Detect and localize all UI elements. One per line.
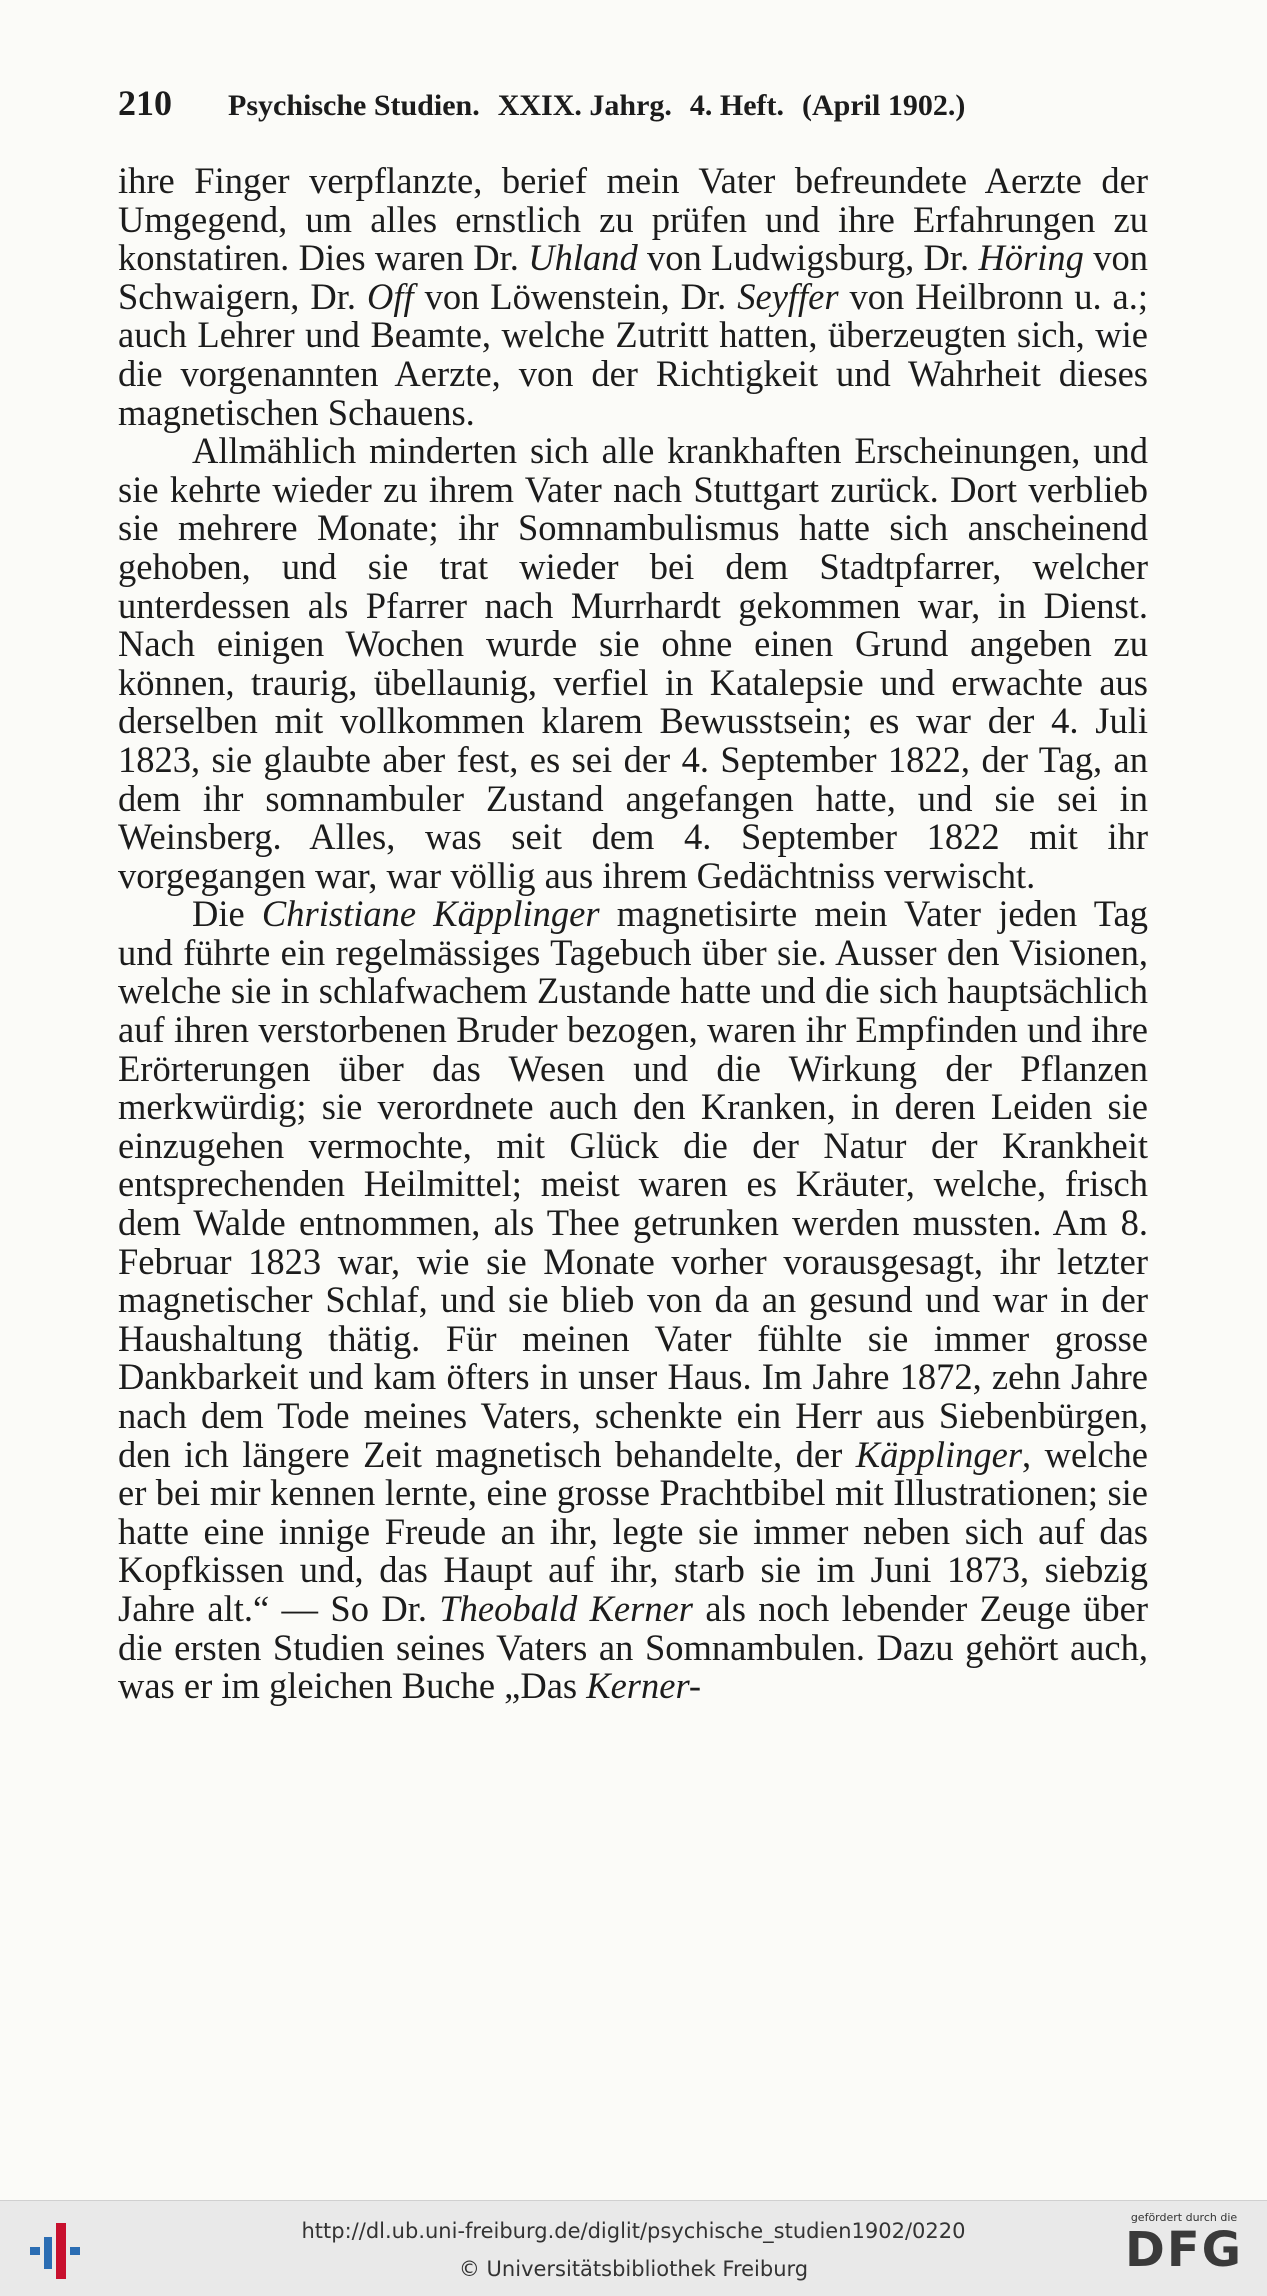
issue-label: 4. Heft. — [689, 89, 785, 122]
source-url[interactable]: http://dl.ub.uni-freiburg.de/diglit/psychische_studien1902/0220 — [301, 2219, 966, 2243]
italic-name: Kerner- — [586, 1665, 702, 1707]
italic-name: Christiane Käpplinger — [261, 893, 600, 935]
italic-name: Seyffer — [737, 275, 839, 317]
page-number: 210 — [118, 83, 172, 123]
italic-name: Käpplinger — [855, 1433, 1023, 1475]
italic-name: Höring — [978, 237, 1084, 279]
text-run: von Schwaigern, Dr. — [118, 237, 1148, 317]
paragraph-3 — [118, 895, 1148, 1705]
text-run: als noch lebender Zeuge über die ersten Studien seines Vaters an Somnambulen. Dazu gehört auch, was er im gleichen Buche „Das — [118, 1587, 1148, 1707]
body-text — [118, 162, 1148, 1706]
issue-date: (April 1902.) — [802, 89, 966, 122]
volume-label: XXIX. Jahrg. — [497, 89, 672, 122]
copyright-notice: © Universitätsbibliothek Freiburg — [458, 2257, 809, 2281]
dfg-logo — [1119, 2211, 1249, 2276]
text-run: von Ludwigsburg, Dr. — [637, 237, 979, 279]
text-run: ihre Finger verpflanzte, berief mein Vater befreundete Aerzte der Umgegend, um alles ernstlich zu prüfen und ihre Erfahrungen zu konstatiren. Dies waren Dr. — [118, 160, 1148, 279]
text-run: von Heilbronn u. a.; auch Lehrer und Beamte, welche Zutritt hatten, überzeugten sich, wie die vorgenannten Aerzte, von der Richtigkeit und Wahrheit dieses magnetischen Schauens. — [118, 275, 1148, 433]
dfg-tagline: gefördert durch die — [1130, 2211, 1238, 2224]
italic-name: Off — [366, 275, 414, 317]
running-header — [118, 82, 1158, 124]
text-run: Die — [192, 893, 262, 935]
text-run: , welche er bei mir kennen lernte, eine grosse Prachtbibel mit Illustrationen; sie hatte eine innige Freude an ihr, legte sie immer neben sich auf das Kopfkissen und, das Haupt auf ihr, starb sie im Juni 1873, siebzig Jahre alt.“ — So Dr. — [118, 1433, 1148, 1629]
paragraph-2: Allmählich minderten sich alle krankhaften Erscheinungen, und sie kehrte wieder zu ihrem Vater nach Stuttgart zurück. Dort verblieb sie mehrere Monate; ihr Somnambulismus hatte sich anscheinend gehoben, und sie trat wieder bei dem Stadtpfarrer, welcher unterdessen als Pfarrer nach Murrhardt gekommen war, in Dienst. Nach einigen Wochen wurde sie ohne einen Grund angeben zu können, traurig, übellaunig, verfiel in Katalepsie und erwachte aus derselben mit vollkommen klarem Bewusstsein; es war der 4. Juli 1823, sie glaubte aber fest, es sei der 4. September 1822, der Tag, an dem ihr somnambuler Zustand angefangen hatte, und sie sei in Weinsberg. Alles, was seit dem 4. September 1822 mit ihr vorgegangen war, war völlig aus ihrem Gedächtniss verwischt. — [118, 430, 1148, 896]
dfg-logo-text: DFG — [1124, 2222, 1244, 2278]
paragraph-1 — [118, 162, 1148, 432]
text-run: von Löwenstein, Dr. — [413, 275, 738, 317]
italic-name: Uhland — [528, 237, 638, 279]
italic-name: Theobald Kerner — [439, 1587, 693, 1629]
text-run: magnetisirte mein Vater jeden Tag und führte ein regelmässiges Tagebuch über sie. Ausser den Visionen, welche sie in schlafwachem Zustande hatte und die sich hauptsächlich auf ihren verstorbenen Bruder bezogen, waren ihr Empfinden und ihre Erörterungen über das Wesen und die Wirkung der Pflanzen merkwürdig; sie verordnete auch den Kranken, in deren Leiden sie einzugehen vermochte, mit Glück die der Natur der Krankheit entsprechenden Heilmittel; meist waren es Kräuter, welche, frisch dem Walde entnommen, als Thee getrunken werden mussten. Am 8. Februar 1823 war, wie sie Monate vorher vorausgesagt, ihr letzter magnetischer Schlaf, und sie blieb von da an gesund und war in der Haushaltung thätig. Für meinen Vater fühlte sie immer grosse Dankbarkeit und kam öfters in unser Haus. Im Jahre 1872, zehn Jahre nach dem Tode meines Vaters, schenkte ein Herr aus Siebenbürgen, den ich längere Zeit magnetisch behandelte, der — [118, 893, 1148, 1475]
viewer-footer — [0, 2200, 1267, 2296]
journal-title: Psychische Studien. — [228, 89, 480, 122]
